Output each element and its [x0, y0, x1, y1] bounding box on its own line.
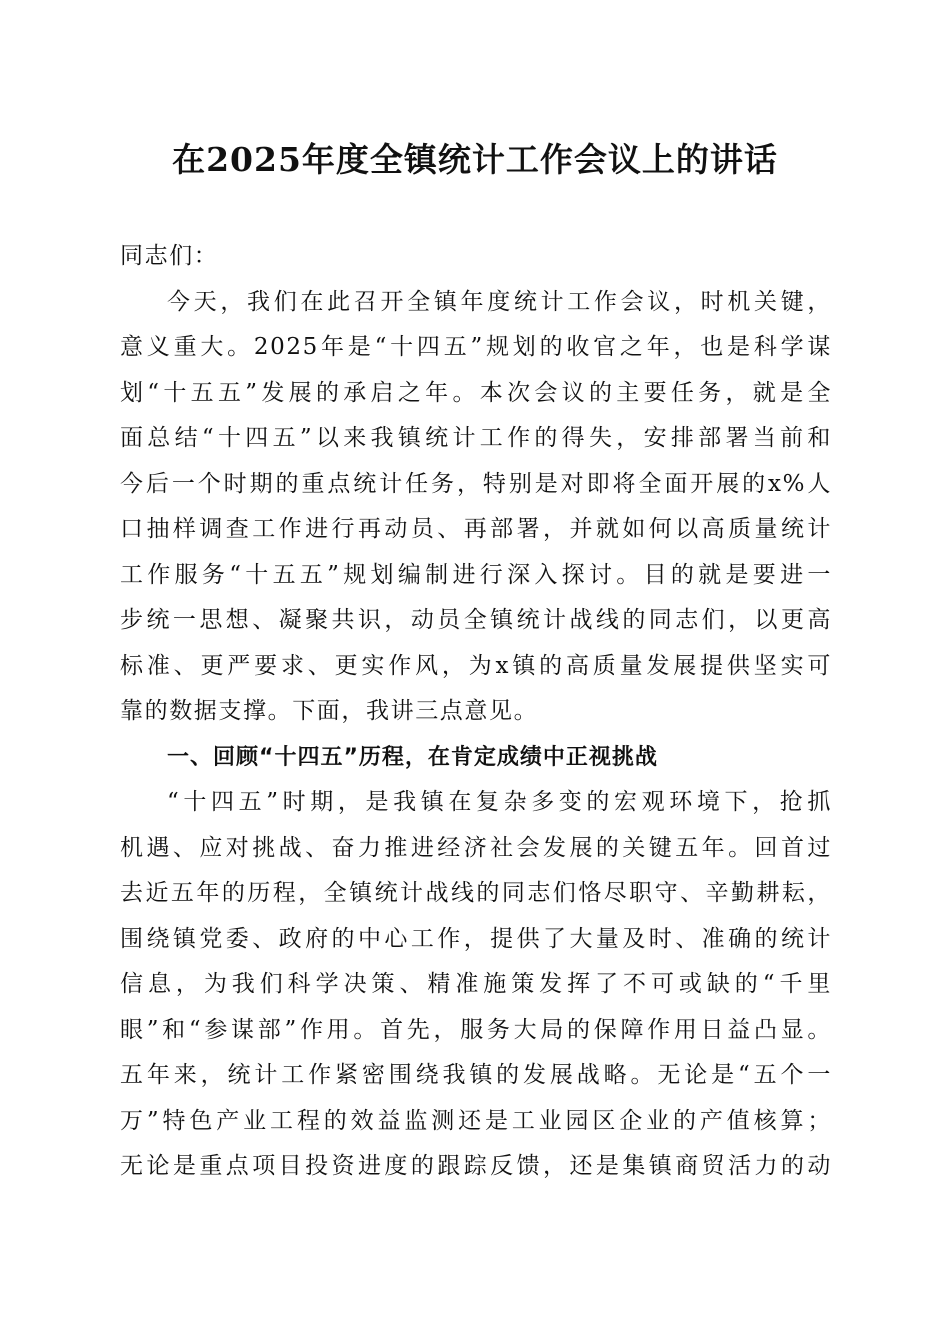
paragraph-line: “十四五”时期，是我镇在复杂多变的宏观环境下，抢抓 — [167, 789, 832, 815]
paragraph-line: 信息，为我们科学决策、精准施策发挥了不可或缺的“千里 — [120, 971, 832, 997]
paragraph-line: 工作服务“十五五”规划编制进行深入探讨。目的就是要进一 — [120, 561, 832, 588]
document-title: 在2025年度全镇统计工作会议上的讲话 — [172, 140, 778, 179]
paragraph-line: 今天，我们在此召开全镇年度统计工作会议，时机关键， — [167, 288, 832, 315]
paragraph-line: 面总结“十四五”以来我镇统计工作的得失，安排部署当前和 — [120, 425, 832, 451]
paragraph-line: 围绕镇党委、政府的中心工作，提供了大量及时、准确的统计 — [120, 925, 832, 952]
document-body — [120, 234, 832, 1190]
paragraph-line: 机遇、应对挑战、奋力推进经济社会发展的关键五年。回首过 — [120, 834, 832, 861]
section-heading: 一、回顾“十四五”历程，在肯定成绩中正视挑战 — [167, 744, 658, 770]
paragraph-line: 万”特色产业工程的效益监测还是工业园区企业的产值核算； — [120, 1107, 832, 1134]
paragraph-line: 口抽样调查工作进行再动员、再部署，并就如何以高质量统计 — [120, 516, 832, 542]
paragraph-line: 去近五年的历程，全镇统计战线的同志们恪尽职守、辛勤耕耘， — [120, 880, 832, 906]
paragraph-line: 靠的数据支撑。下面，我讲三点意见。 — [120, 698, 539, 724]
paragraph-line: 眼”和“参谋部”作用。首先，服务大局的保障作用日益凸显。 — [120, 1016, 832, 1043]
paragraph-line: 步统一思想、凝聚共识，动员全镇统计战线的同志们，以更高 — [120, 607, 832, 633]
paragraph-line: 标准、更严要求、更实作风，为x镇的高质量发展提供坚实可 — [120, 652, 832, 679]
paragraph-line: 今后一个时期的重点统计任务，特别是对即将全面开展的x%人 — [120, 470, 832, 497]
paragraph-line: 五年来，统计工作紧密围绕我镇的发展战略。无论是“五个一 — [120, 1062, 832, 1088]
salutation: 同志们： — [120, 243, 219, 269]
paragraph-line: 意义重大。2025年是“十四五”规划的收官之年，也是科学谋 — [120, 334, 832, 360]
paragraph-line: 无论是重点项目投资进度的跟踪反馈，还是集镇商贸活力的动 — [120, 1153, 832, 1179]
paragraph-line: 划“十五五”发展的承启之年。本次会议的主要任务，就是全 — [120, 379, 832, 406]
